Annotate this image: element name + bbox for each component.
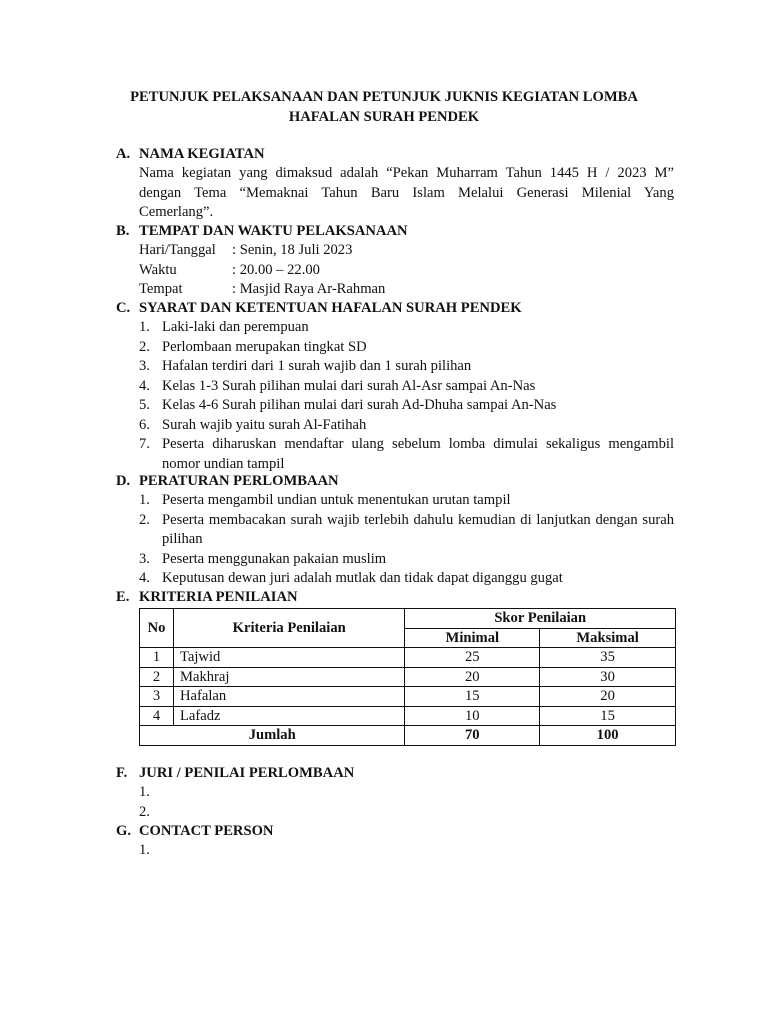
cell-min: 15 — [405, 687, 540, 707]
list-item — [139, 396, 674, 416]
cell-max: 30 — [540, 667, 676, 687]
section-g-title: CONTACT PERSON — [139, 823, 274, 839]
cell-criteria: Makhraj — [173, 667, 404, 687]
list-number: 1. — [139, 842, 150, 858]
list-text: Kelas 4-6 Surah pilihan mulai dari surah Ad-Dhuha sampai An-Nas — [162, 397, 557, 413]
section-e-heading — [116, 588, 298, 608]
list-item — [139, 491, 674, 511]
cell-max: 35 — [540, 648, 676, 668]
table-row — [140, 687, 676, 707]
schedule-key: Hari/Tanggal — [139, 242, 216, 258]
section-a-letter: A. — [116, 146, 131, 162]
section-d-letter: D. — [116, 473, 131, 489]
table-total-row — [140, 726, 676, 746]
header-criteria: Kriteria Penilaian — [173, 609, 404, 648]
list-number: 1. — [139, 319, 150, 335]
section-c-body — [139, 318, 674, 474]
section-c-title: SYARAT DAN KETENTUAN HAFALAN SURAH PENDEK — [139, 300, 522, 316]
section-f-title: JURI / PENILAI PERLOMBAAN — [139, 765, 355, 781]
list-text: Hafalan terdiri dari 1 surah wajib dan 1 surah pilihan — [162, 358, 472, 374]
table-header-row — [140, 609, 676, 629]
header-maksimal: Maksimal — [540, 628, 676, 648]
section-c-letter: C. — [116, 300, 131, 316]
cell-min: 25 — [405, 648, 540, 668]
schedule-value: : Masjid Raya Ar-Rahman — [232, 281, 386, 297]
section-d-body — [139, 491, 674, 589]
list-item — [139, 318, 674, 338]
cell-criteria: Lafadz — [173, 706, 404, 726]
section-b-body — [139, 241, 674, 300]
table-row — [140, 706, 676, 726]
rules-list — [139, 491, 674, 589]
cell-total-max: 100 — [540, 726, 676, 746]
section-a-line-1: Nama kegiatan yang dimaksud adalah “Pekan Muharram Tahun 1445 H / 2023 M” — [139, 165, 674, 181]
section-c-heading — [116, 299, 522, 319]
list-number: 4. — [139, 570, 150, 586]
section-b-heading — [116, 222, 408, 242]
cell-no: 2 — [140, 667, 174, 687]
cell-total-min: 70 — [405, 726, 540, 746]
cell-no: 4 — [140, 706, 174, 726]
section-d-heading — [116, 472, 339, 492]
list-item — [139, 377, 674, 397]
cell-total-label: Jumlah — [140, 726, 405, 746]
list-text: Keputusan dewan juri adalah mutlak dan tidak dapat diganggu gugat — [162, 570, 563, 586]
list-text: Peserta membacakan surah wajib terlebih dahulu kemudian di lanjutkan dengan surah pilihan — [162, 511, 674, 547]
contact-list — [139, 841, 150, 861]
title-line-1: PETUNJUK PELAKSANAAN DAN PETUNJUK JUKNIS KEGIATAN LOMBA — [130, 89, 638, 105]
list-number: 1. — [139, 784, 150, 800]
list-text: Kelas 1-3 Surah pilihan mulai dari surah Al-Asr sampai An-Nas — [162, 377, 536, 394]
list-text: Laki-laki dan perempuan — [162, 319, 309, 335]
list-number: 7. — [139, 436, 150, 452]
list-number: 2. — [139, 803, 150, 820]
schedule-row-date — [139, 241, 674, 261]
cell-no: 1 — [140, 648, 174, 668]
cell-min: 20 — [405, 667, 540, 687]
list-text: Perlombaan merupakan tingkat SD — [162, 338, 367, 355]
section-g-letter: G. — [116, 823, 131, 839]
cell-criteria: Hafalan — [173, 687, 404, 707]
list-item — [139, 435, 674, 474]
schedule-row-place — [139, 280, 674, 300]
section-e-title: KRITERIA PENILAIAN — [139, 589, 298, 605]
criteria-table — [139, 608, 676, 746]
list-number: 5. — [139, 397, 150, 413]
schedule-value: : Senin, 18 Juli 2023 — [232, 242, 353, 258]
section-a-heading — [116, 145, 265, 165]
list-item — [139, 416, 674, 436]
header-minimal: Minimal — [405, 628, 540, 648]
cell-max: 20 — [540, 687, 676, 707]
section-a-title: NAMA KEGIATAN — [139, 146, 265, 162]
header-score: Skor Penilaian — [405, 609, 676, 629]
list-item — [139, 357, 674, 377]
section-g-heading — [116, 822, 273, 842]
section-f-heading — [116, 764, 354, 784]
section-f-letter: F. — [116, 765, 128, 781]
cell-min: 10 — [405, 706, 540, 726]
section-e-letter: E. — [116, 589, 130, 605]
section-b-letter: B. — [116, 223, 130, 239]
list-item — [139, 338, 674, 358]
document-title — [0, 88, 768, 127]
section-d-title: PERATURAN PERLOMBAAN — [139, 473, 339, 489]
list-item — [139, 569, 674, 589]
section-a-line-2: dengan Tema “Memaknai Tahun Baru Islam Melalui Generasi Milenial Yang — [139, 184, 674, 201]
list-item — [139, 511, 674, 550]
list-number: 4. — [139, 377, 150, 394]
list-number: 6. — [139, 416, 150, 433]
list-text: Peserta menggunakan pakaian muslim — [162, 550, 387, 567]
header-no: No — [140, 609, 174, 648]
table-row — [140, 648, 676, 668]
cell-criteria: Tajwid — [173, 648, 404, 668]
list-text: Surah wajib yaitu surah Al-Fatihah — [162, 416, 367, 433]
schedule-key: Waktu — [139, 261, 177, 278]
table-row — [140, 667, 676, 687]
schedule-row-time — [139, 261, 674, 281]
list-number: 1. — [139, 492, 150, 508]
list-number: 2. — [139, 511, 150, 528]
list-number: 3. — [139, 550, 150, 567]
section-a-line-3: Cemerlang”. — [139, 204, 214, 220]
cell-max: 15 — [540, 706, 676, 726]
list-number: 3. — [139, 358, 150, 374]
schedule-key: Tempat — [139, 281, 183, 297]
schedule-value: : 20.00 – 22.00 — [232, 261, 320, 278]
judges-list — [139, 783, 150, 822]
list-text: Peserta mengambil undian untuk menentukan urutan tampil — [162, 492, 511, 508]
section-a-body — [139, 164, 674, 223]
list-text: Peserta diharuskan mendaftar ulang sebelum lomba dimulai sekaligus mengambil nomor undian tampil — [162, 436, 674, 472]
title-line-2: HAFALAN SURAH PENDEK — [288, 108, 480, 125]
list-item — [139, 550, 674, 570]
section-b-title: TEMPAT DAN WAKTU PELAKSANAAN — [139, 223, 408, 239]
requirements-list — [139, 318, 674, 474]
list-number: 2. — [139, 338, 150, 355]
cell-no: 3 — [140, 687, 174, 707]
